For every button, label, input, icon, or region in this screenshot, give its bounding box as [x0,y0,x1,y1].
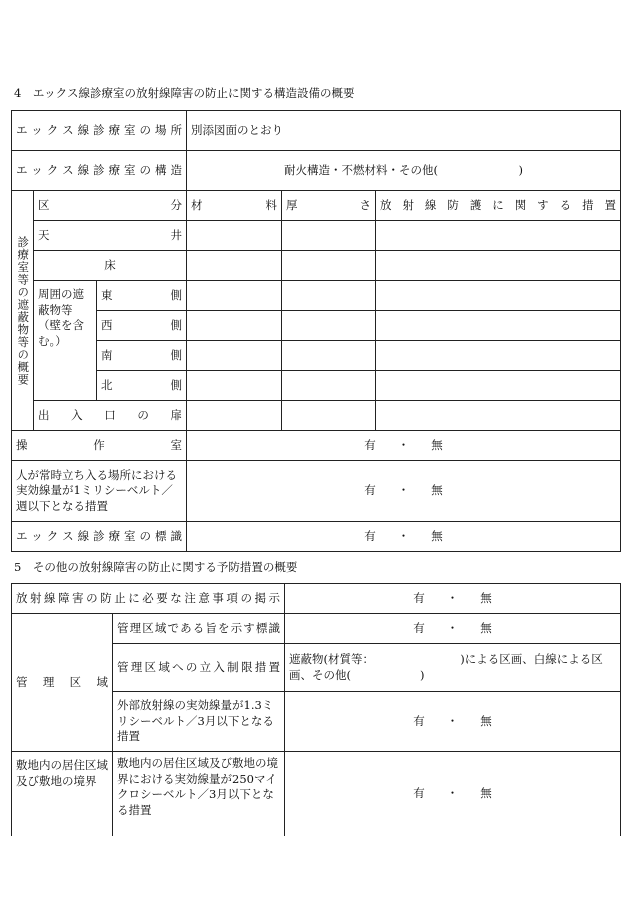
operation-room-label: 操 作 室 [12,431,187,461]
south-measures-cell[interactable] [376,341,621,371]
yes-option[interactable]: 有 [413,785,425,800]
east-material-cell[interactable] [187,281,282,311]
separator-dot: ・ [446,713,459,728]
location-value[interactable]: 別添図面のとおり [187,111,621,151]
notice-posting-label: 放射線障害の防止に必要な注意事項の掲示 [12,584,285,614]
yes-option[interactable]: 有 [364,483,376,498]
south-material-cell[interactable] [187,341,282,371]
room-sign-choice[interactable] [187,522,621,552]
floor-material-cell[interactable] [187,251,282,281]
separator-dot: ・ [446,785,459,800]
ceiling-thickness-cell[interactable] [282,221,376,251]
controlled-area-sign-choice[interactable] [285,614,621,644]
ceiling-material-cell[interactable] [187,221,282,251]
site-boundary-measure-label: 敷地内の居住区域及び敷地の境界における実効線量が250マイクロシーベルト／3月以下となる措置 [113,752,285,836]
row-floor: 床 [34,251,187,281]
prevention-table [11,583,621,836]
floor-measures-cell[interactable] [376,251,621,281]
constant-access-dose-choice[interactable] [187,461,621,522]
structure-table [11,110,621,552]
constant-access-dose-label: 人が常時立ち入る場所における実効線量が1ミリシーベルト／週以下となる措置 [12,461,187,522]
controlled-area-sign-label: 管理区域である旨を示す標識 [113,614,285,644]
north-thickness-cell[interactable] [282,371,376,401]
ceiling-measures-cell[interactable] [376,221,621,251]
north-measures-cell[interactable] [376,371,621,401]
no-option[interactable]: 無 [431,528,443,543]
external-dose-label: 外部放射線の実効線量が1.3ミリシーベルト／3月以下となる措置 [113,692,285,752]
yes-option[interactable]: 有 [364,528,376,543]
no-option[interactable]: 無 [480,590,492,605]
east-measures-cell[interactable] [376,281,621,311]
yes-option[interactable]: 有 [413,590,425,605]
col-measures: 放射線防護に関する措置 [376,191,621,221]
external-dose-choice[interactable] [285,692,621,752]
structure-label: エックス線診療室の構造 [12,151,187,191]
section-5-title: 5 その他の放射線障害の防止に関する予防措置の概要 [14,560,298,574]
side-north: 北 側 [97,371,187,401]
west-thickness-cell[interactable] [282,311,376,341]
no-option[interactable]: 無 [480,785,492,800]
section-4-title: 4 エックス線診療室の放射線障害の防止に関する構造設備の概要 [14,86,355,100]
no-option[interactable]: 無 [431,437,443,452]
row-door: 出 入 口 の 扉 [34,401,187,431]
site-boundary-label: 敷地内の居住区域及び敷地の境界 [12,752,113,836]
separator-dot: ・ [397,528,410,543]
north-material-cell[interactable] [187,371,282,401]
door-material-cell[interactable] [187,401,282,431]
room-sign-label: エックス線診療室の標識 [12,522,187,552]
floor-thickness-cell[interactable] [282,251,376,281]
notice-posting-choice[interactable] [285,584,621,614]
side-west: 西 側 [97,311,187,341]
separator-dot: ・ [397,483,410,498]
structure-value[interactable]: 耐火構造・不燃材料・その他( ) [187,151,621,191]
site-boundary-choice[interactable] [285,752,621,836]
row-ceiling: 天 井 [34,221,187,251]
east-thickness-cell[interactable] [282,281,376,311]
separator-dot: ・ [446,620,459,635]
yes-option[interactable]: 有 [413,713,425,728]
shielding-side-label: 診療室等の遮蔽物等の概要 [12,191,34,431]
location-label: エックス線診療室の場所 [12,111,187,151]
entry-restriction-label: 管理区域への立入制限措置 [113,644,285,692]
door-measures-cell[interactable] [376,401,621,431]
separator-dot: ・ [446,590,459,605]
side-south: 南 側 [97,341,187,371]
side-east: 東 側 [97,281,187,311]
col-thickness: 厚 さ [282,191,376,221]
west-measures-cell[interactable] [376,311,621,341]
col-kubun: 区 分 [34,191,187,221]
yes-option[interactable]: 有 [413,620,425,635]
operation-room-choice[interactable] [187,431,621,461]
col-material: 材 料 [187,191,282,221]
separator-dot: ・ [397,437,410,452]
no-option[interactable]: 無 [480,620,492,635]
yes-option[interactable]: 有 [364,437,376,452]
controlled-area-label: 管 理 区 域 [12,614,113,752]
west-material-cell[interactable] [187,311,282,341]
no-option[interactable]: 無 [480,713,492,728]
entry-restriction-value[interactable]: 遮蔽物(材質等： )による区画、白線による区画、その他( ) [285,644,621,692]
surrounding-shield-label: 周囲の遮蔽物等（壁を含む。） [34,281,97,401]
no-option[interactable]: 無 [431,483,443,498]
south-thickness-cell[interactable] [282,341,376,371]
door-thickness-cell[interactable] [282,401,376,431]
